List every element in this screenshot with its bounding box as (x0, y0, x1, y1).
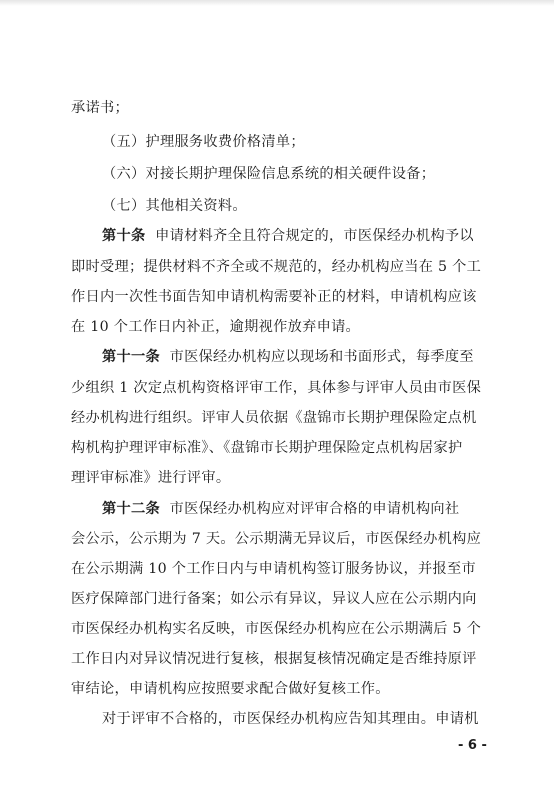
article-11-text: 市医保经办机构应以现场和书面形式，每季度至 (169, 349, 474, 365)
article-12-line: 工作日内对异议情况进行复核，根据复核情况确定是否维持原评 (71, 651, 477, 667)
list-item-6: （六）对接长期护理保险信息系统的相关硬件设备； (102, 166, 436, 182)
article-12-line: 审结论，申请机构应按照要求配合做好复核工作。 (71, 681, 390, 697)
article-12-line: 在公示期满 10 个工作日内与申请机构签订服务协议，并报至市 (71, 561, 476, 577)
article-11-line: 理评审标准》进行评审。 (71, 470, 231, 486)
article-12-title: 第十二条 (102, 501, 160, 517)
article-12-first-line (102, 500, 459, 518)
article-10-title: 第十条 (102, 228, 146, 244)
article-11-line: 少组织 1 次定点机构资格评审工作，具体参与评审人员由市医保 (71, 380, 482, 396)
article-12-line: 医疗保障部门进行备案；如公示有异议，异议人应在公示期内向 (71, 591, 477, 607)
article-11-line: 经办机构进行组织。评审人员依据《盘锦市长期护理保险定点机 (71, 410, 477, 426)
closing-line: 对于评审不合格的，市医保经办机构应告知其理由。申请机 (102, 711, 479, 727)
scan-edge (0, 0, 554, 6)
article-12-line: 会公示，公示期为 7 天。公示期满无异议后，市医保经办机构应 (71, 531, 482, 547)
article-10-line: 即时受理；提供材料不齐全或不规范的，经办机构应当在 5 个工 (71, 259, 482, 275)
article-11-title: 第十一条 (102, 349, 160, 365)
article-10-first-line (102, 227, 474, 245)
list-item-7: （七）其他相关资料。 (102, 198, 247, 214)
article-10-line: 在 10 个工作日内补正，逾期视作放弃申请。 (71, 319, 361, 335)
top-fragment: 承诺书； (71, 100, 129, 116)
article-10-text: 申请材料齐全且符合规定的，市医保经办机构予以 (155, 228, 474, 244)
article-11-first-line (102, 348, 474, 366)
page-number: - 6 - (458, 738, 487, 753)
article-10-line: 作日内一次性书面告知申请机构需要补正的材料，申请机构应该 (71, 289, 477, 305)
article-12-text: 市医保经办机构应对评审合格的申请机构向社 (169, 501, 460, 517)
article-12-line: 市医保经办机构实名反映，市医保经办机构应在公示期满后 5 个 (71, 621, 482, 637)
article-11-line: 构机构护理评审标准》、《盘锦市长期护理保险定点机构居家护 (71, 440, 463, 456)
list-item-5: （五）护理服务收费价格清单； (102, 134, 305, 150)
